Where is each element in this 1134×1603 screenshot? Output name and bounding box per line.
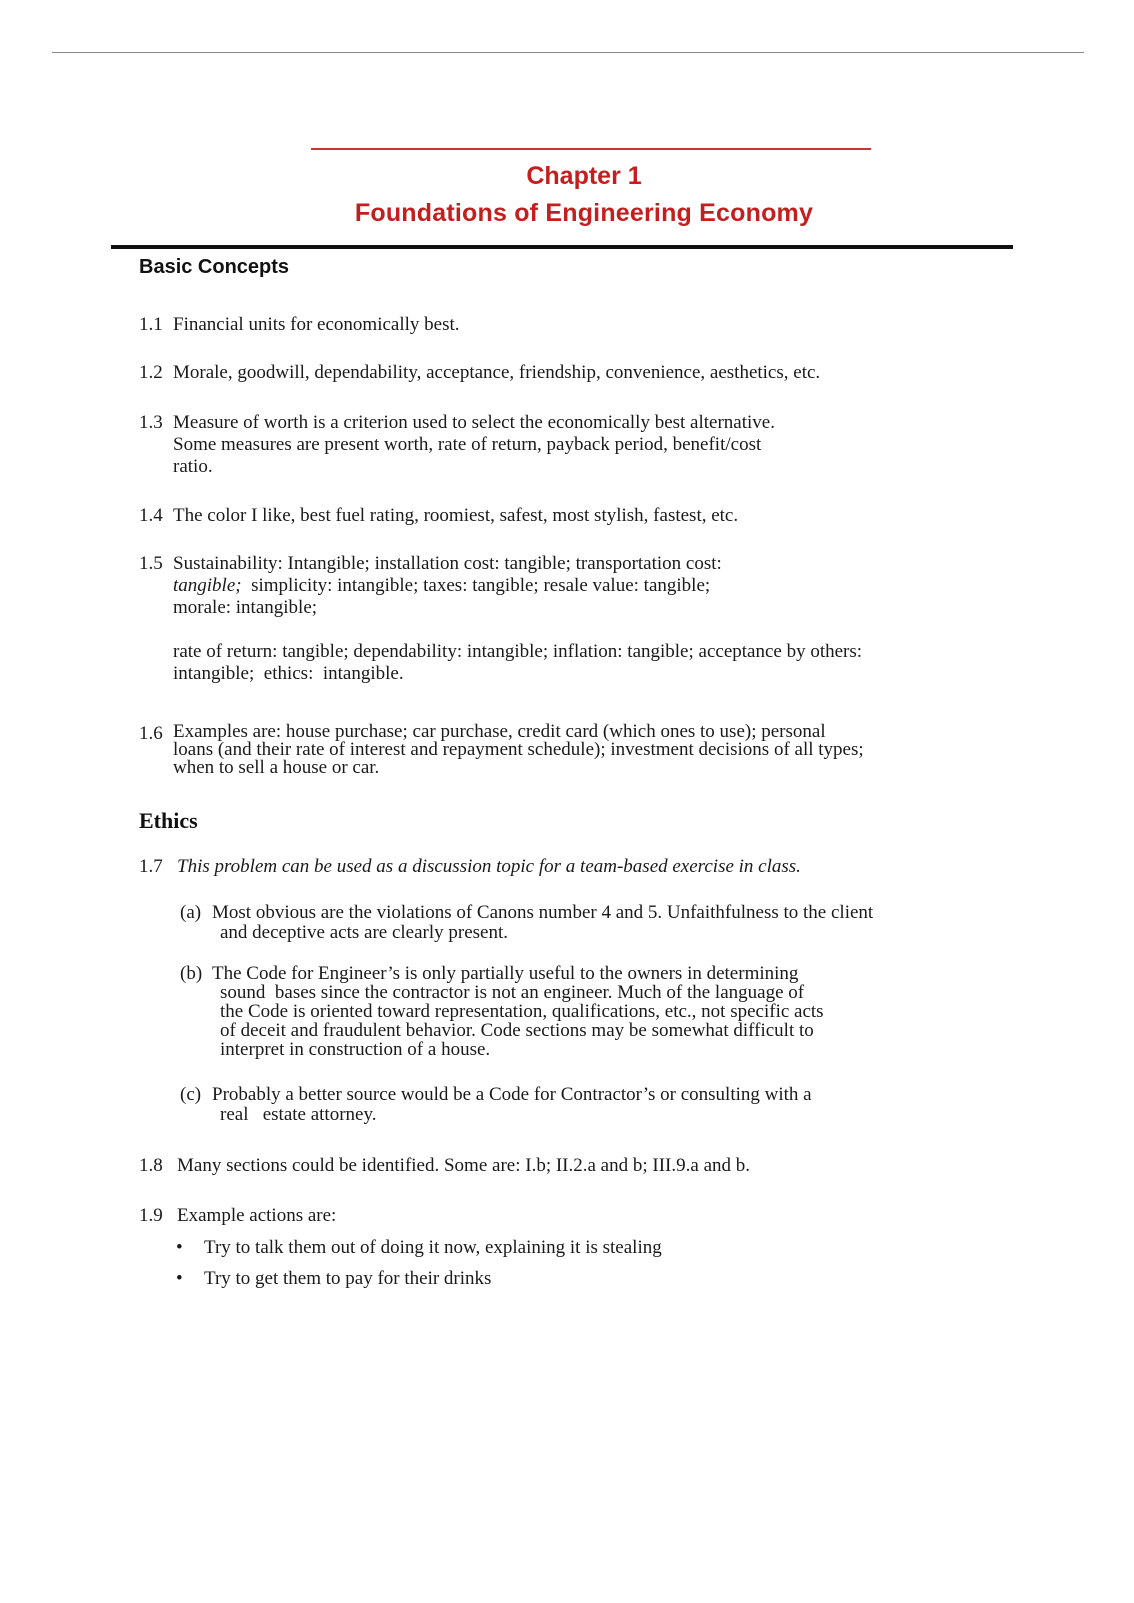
answer-text-italic: tangible; bbox=[173, 575, 242, 596]
answer-text-italic: This problem can be used as a discussion topic for a team-based exercise in class. bbox=[177, 856, 801, 877]
answer-text: The Code for Engineer’s is only partially useful to the owners in determining bbox=[212, 963, 799, 984]
answer-text: Examples are: house purchase; car purchase, credit card (which ones to use); personal bbox=[173, 721, 826, 742]
answer-text: Many sections could be identified. Some are: I.b; II.2.a and b; III.9.a and b. bbox=[177, 1155, 750, 1176]
problem-number: 1.5 bbox=[139, 553, 163, 574]
answer-text: Example actions are: bbox=[177, 1205, 337, 1226]
answer-text: real estate attorney. bbox=[220, 1104, 377, 1125]
chapter-title: Foundations of Engineering Economy bbox=[354, 199, 814, 227]
problem-number: 1.9 bbox=[139, 1205, 163, 1226]
problem-number: 1.6 bbox=[139, 723, 163, 744]
heading-rule bbox=[111, 245, 1013, 249]
problem-number: 1.2 bbox=[139, 362, 163, 383]
answer-text: and deceptive acts are clearly present. bbox=[220, 922, 509, 943]
list-item-text: Try to talk them out of doing it now, explaining it is stealing bbox=[204, 1237, 662, 1258]
answer-text: ratio. bbox=[173, 456, 213, 477]
top-divider bbox=[52, 52, 1084, 53]
answer-text: Measure of worth is a criterion used to select the economically best alternative. bbox=[173, 412, 775, 433]
answer-text: rate of return: tangible; dependability: intangible; inflation: tangible; acceptance by others: bbox=[173, 641, 863, 662]
bullet-icon: • bbox=[176, 1268, 183, 1289]
answer-text: Most obvious are the violations of Canons number 4 and 5. Unfaithfulness to the client bbox=[212, 902, 874, 923]
part-label: (a) bbox=[180, 902, 202, 923]
problem-number: 1.1 bbox=[139, 314, 163, 335]
chapter-number: Chapter 1 bbox=[526, 162, 642, 190]
answer-text: Some measures are present worth, rate of return, payback period, benefit/cost bbox=[173, 434, 762, 455]
answer-text: Morale, goodwill, dependability, acceptance, friendship, convenience, aesthetics, etc. bbox=[173, 362, 821, 383]
answer-text: Financial units for economically best. bbox=[173, 314, 460, 335]
answer-text: sound bases since the contractor is not an engineer. Much of the language of bbox=[220, 982, 805, 1003]
answer-text: interpret in construction of a house. bbox=[220, 1039, 491, 1060]
section-heading-basic-concepts: Basic Concepts bbox=[139, 256, 290, 278]
problem-number: 1.8 bbox=[139, 1155, 163, 1176]
chapter-accent-rule bbox=[311, 148, 871, 150]
bullet-icon: • bbox=[176, 1237, 183, 1258]
answer-text: intangible; ethics: intangible. bbox=[173, 663, 404, 684]
part-label: (b) bbox=[180, 963, 203, 984]
list-item-text: Try to get them to pay for their drinks bbox=[204, 1268, 492, 1289]
section-heading-ethics: Ethics bbox=[139, 808, 198, 833]
answer-text: Probably a better source would be a Code for Contractor’s or consulting with a bbox=[212, 1084, 812, 1105]
answer-text: of deceit and fraudulent behavior. Code sections may be somewhat difficult to bbox=[220, 1020, 814, 1041]
answer-text: morale: intangible; bbox=[173, 597, 318, 618]
problem-number: 1.7 bbox=[139, 856, 163, 877]
answer-text: loans (and their rate of interest and repayment schedule); investment decisions of all types; bbox=[173, 739, 864, 760]
answer-text: simplicity: intangible; taxes: tangible; resale value: tangible; bbox=[241, 575, 711, 596]
answer-text: the Code is oriented toward representation, qualifications, etc., not specific acts bbox=[220, 1001, 824, 1022]
problem-number: 1.4 bbox=[139, 505, 163, 526]
part-label: (c) bbox=[180, 1084, 202, 1105]
answer-text: when to sell a house or car. bbox=[173, 757, 380, 778]
answer-text: The color I like, best fuel rating, roomiest, safest, most stylish, fastest, etc. bbox=[173, 505, 739, 526]
answer-text: Sustainability: Intangible; installation cost: tangible; transportation cost: bbox=[173, 553, 722, 574]
problem-number: 1.3 bbox=[139, 412, 163, 433]
